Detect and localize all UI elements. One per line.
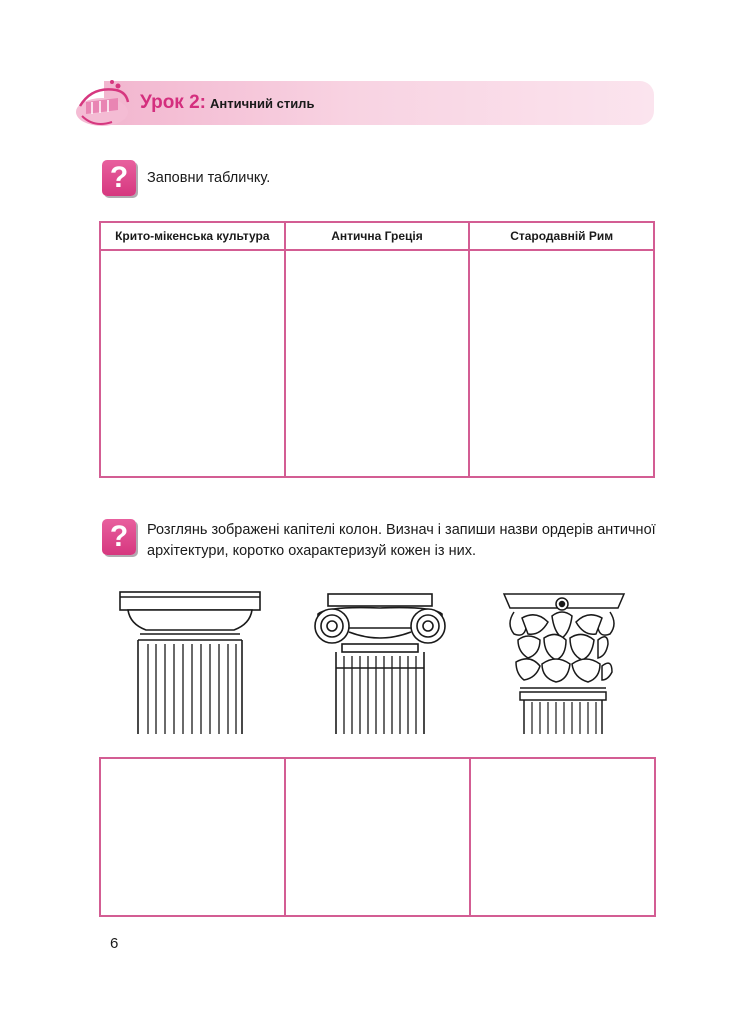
- ionic-capital-illustration: [315, 594, 445, 734]
- doric-capital-illustration: [120, 592, 260, 734]
- culture-table: [99, 221, 655, 478]
- lesson-logo-icon: [72, 76, 132, 132]
- answer-cell-ancient-greece[interactable]: [285, 250, 470, 477]
- answer-cell-ancient-rome[interactable]: [469, 250, 654, 477]
- task1-instruction: Заповни табличку.: [147, 170, 271, 186]
- column-capitals-illustration: [100, 588, 656, 740]
- answer-cell-ionic[interactable]: [285, 758, 470, 916]
- table-header-ancient-greece: Антична Греція: [285, 222, 470, 250]
- lesson-heading: [140, 92, 314, 114]
- question-mark-icon: ?: [102, 519, 136, 555]
- page-number: 6: [110, 935, 119, 952]
- table-header-crete-mycenae: Крито-мікенська культура: [100, 222, 285, 250]
- task2-instruction: Розглянь зображені капітелі колон. Визнач і запиши назви ордерів античної архітектури, коротко охарактеризуй кожен із них.: [147, 522, 656, 559]
- corinthian-capital-illustration: [504, 594, 624, 734]
- answer-cell-corinthian[interactable]: [470, 758, 655, 916]
- lesson-title: Античний стиль: [210, 96, 315, 111]
- question-mark-icon: ?: [102, 160, 136, 196]
- table-header-ancient-rome: Стародавній Рим: [469, 222, 654, 250]
- orders-answer-table: [99, 757, 656, 917]
- answer-cell-crete-mycenae[interactable]: [100, 250, 285, 477]
- answer-cell-doric[interactable]: [100, 758, 285, 916]
- lesson-number: Урок 2:: [140, 92, 206, 113]
